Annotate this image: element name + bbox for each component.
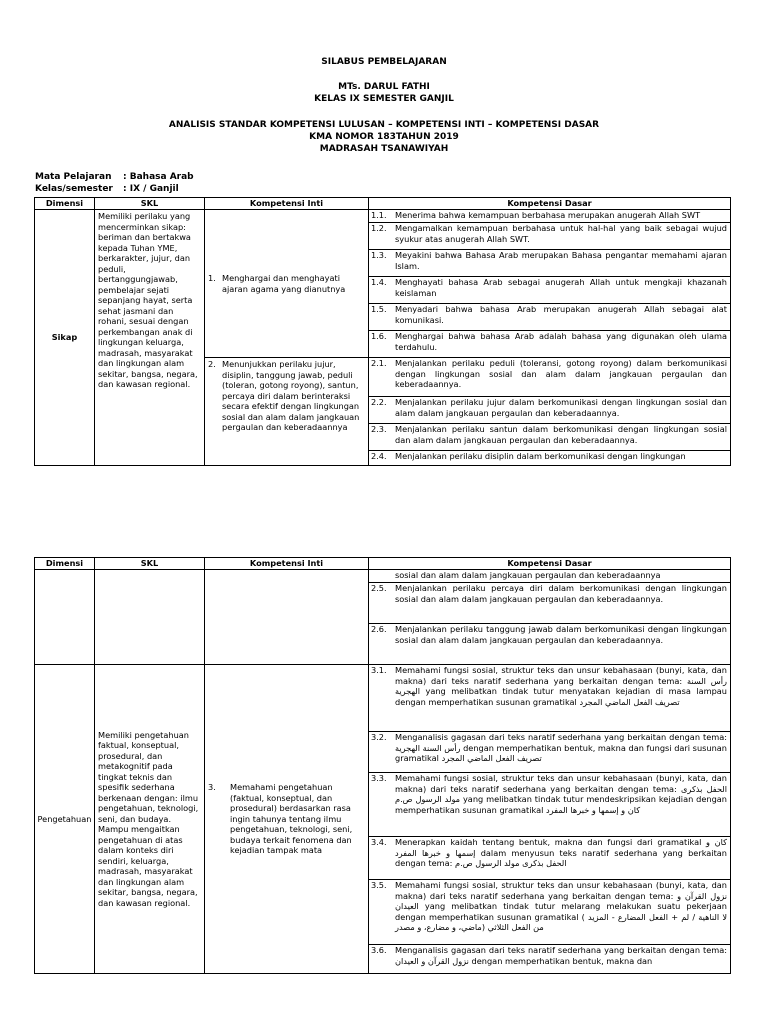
kd-number: 3.4.	[371, 837, 387, 847]
school-name: MTs. DARUL FATHI	[338, 82, 430, 92]
table-header-row	[35, 558, 731, 570]
kd-item	[369, 304, 730, 331]
kd-text: Mengamalkan kemampuan berbahasa untuk hal-hal yang baik sebagai wujud syukur atas anugerah Allah SWT.	[395, 223, 727, 244]
ki-text: Memahami pengetahuan (faktual, konseptual, dan prosedural) berdasarkan rasa ingin tahunya tentang ilmu pengetahuan, teknologi, seni, budaya terkait fenomena dan kejadian tampak mata	[230, 782, 353, 856]
kd-text: Menganalisis gagasan dari teks naratif sederhana yang berkaitan dengan tema: رأس السنة الهجرية dengan memperhatikan bentuk, makna dan fungsi dari susunan gramatikal تصريف الفعل الماضي المجرد	[395, 732, 727, 763]
kd-cell	[369, 570, 731, 665]
kd-item	[369, 773, 730, 837]
kd-item	[369, 624, 730, 664]
table-row	[35, 210, 731, 358]
subject-line	[35, 172, 194, 183]
kd-number: 1.5.	[371, 304, 387, 314]
col-kompetensi-inti: Kompetensi Inti	[205, 558, 369, 570]
competency-table-page2	[34, 557, 731, 974]
class-label: Kelas/semester	[35, 184, 113, 194]
kd-text: Menjalankan perilaku percaya diri dalam berkomunikasi dengan lingkungan sosial dan alam dalam jangkauan pergaulan dan keberadaannya.	[395, 583, 727, 604]
table-row	[35, 665, 731, 974]
kd-number: 3.2.	[371, 732, 387, 742]
kd-text: Memahami fungsi sosial, struktur teks dan unsur kebahasaan (bunyi, kata, dan makna) dari teks naratif sederhana yang berkaitan dengan tema: رأس السنة الهجرية yang melibatkan tindak tutur menyatakan kejadian di masa lampau dengan memperhatikan susunan gramatikal تصريف الفعل الماضي المجرد	[395, 665, 728, 707]
kd-text: Menjalankan perilaku santun dalam berkomunikasi dengan lingkungan sosial dan alam dalam jangkauan pergaulan dan keberadaannya.	[395, 424, 727, 445]
kd-number: 1.1.	[371, 210, 387, 220]
class-value: : IX / Ganjil	[123, 184, 179, 194]
ki-cell	[205, 570, 369, 665]
table-row	[35, 570, 731, 665]
kd-number: 3.1.	[371, 665, 387, 675]
class-line	[35, 184, 179, 195]
dimensi-cell	[35, 570, 95, 665]
kd-text: Menjalankan perilaku jujur dalam berkomunikasi dengan lingkungan sosial dan alam dalam jangkauan pergaulan dan keberadaannya.	[395, 397, 727, 418]
table-header-row	[35, 198, 731, 210]
kd-number: 2.1.	[371, 358, 387, 368]
ki-cell	[205, 210, 369, 358]
kd-text: Menghayati bahasa Arab sebagai anugerah Allah untuk mengkaji khazanah keislaman	[395, 277, 727, 298]
ki-number: 2.	[208, 359, 216, 369]
kd-cell	[369, 665, 731, 974]
ki-cell	[205, 358, 369, 466]
kd-number: 2.5.	[371, 583, 387, 593]
kd-text: Menerima bahwa kemampuan berbahasa merupakan anugerah Allah SWT	[395, 210, 701, 220]
kd-number: 2.3.	[371, 424, 387, 434]
col-kompetensi-dasar: Kompetensi Dasar	[369, 558, 731, 570]
ki-text: Menghargai dan menghayati ajaran agama yang dianutnya	[222, 273, 346, 294]
kd-item	[369, 837, 730, 880]
kd-item	[369, 277, 730, 304]
kd-text: sosial dan alam dalam jangkauan pergaulan dan keberadaannya	[395, 570, 661, 580]
kd-item	[369, 210, 730, 223]
skl-cell: Memiliki perilaku yang mencerminkan sikap: beriman dan bertakwa kepada Tuhan YME, berkarakter, jujur, dan peduli, bertanggungjawab, pembelajar sejati sepanjang hayat, serta sehat jasmani dan rohani, sesuai dengan perkembangan anak di lingkungan keluarga, madrasah, masyarakat dan lingkungan alam sekitar, bangsa, negara, dan kawasan regional.	[95, 210, 205, 466]
doc-title: SILABUS PEMBELAJARAN	[321, 57, 447, 67]
kd-text: Menjalankan perilaku peduli (toleransi, gotong royong) dalam berkomunikasi dengan lingkungan sosial dan alam dalam jangkauan pergaulan dan keberadaannya.	[395, 358, 727, 389]
kd-number: 3.6.	[371, 945, 387, 955]
kd-item	[369, 358, 730, 397]
kd-cell	[369, 210, 731, 358]
madrasah-level: MADRASAH TSANAWIYAH	[319, 144, 449, 154]
class-semester-title: KELAS IX SEMESTER GANJIL	[314, 94, 454, 104]
kma-number: KMA NOMOR 183TAHUN 2019	[309, 132, 459, 142]
kd-number: 1.2.	[371, 223, 387, 233]
kd-text: Memahami fungsi sosial, struktur teks dan unsur kebahasaan (bunyi, kata, dan makna) dari teks naratif sederhana yang berkaitan dengan tema: نزول القرآن و العيدان yang melibatkan tindak tutur melarang melakukan suatu pekerjaan dengan memperhatikan susunan gramatikal ( لا الناهية / لم + الفعل المضارع - المزيد من الفعل الثلاثي (ماضي، و مضارع، و مصدر	[395, 880, 727, 932]
kd-text: Meyakini bahwa Bahasa Arab merupakan Bahasa pengantar memahami ajaran Islam.	[395, 250, 727, 271]
kd-text: Memahami fungsi sosial, struktur teks dan unsur kebahasaan (bunyi, kata, dan makna) dari teks naratif sederhana yang berkaitan dengan tema: الحفل بذكرى مولد الرسول ص.م yang melibatkan tindak tutur mendeskripsikan kejadian dengan memperhatikan susunan gramatikal كان و إسمها و خبرها المفرد	[395, 773, 727, 815]
kd-number	[369, 570, 395, 582]
subject-value: : Bahasa Arab	[123, 172, 194, 182]
kd-item	[369, 424, 730, 451]
kd-item	[369, 732, 730, 773]
kd-number: 1.4.	[371, 277, 387, 287]
col-kompetensi-inti: Kompetensi Inti	[205, 198, 369, 210]
kd-number: 2.6.	[371, 624, 387, 634]
kd-item	[369, 250, 730, 277]
analysis-title: ANALISIS STANDAR KOMPETENSI LULUSAN – KOMPETENSI INTI – KOMPETENSI DASAR	[168, 120, 600, 130]
kd-text: Menghargai bahwa bahasa Arab adalah bahasa yang digunakan oleh ulama terdahulu.	[395, 331, 727, 352]
skl-cell	[95, 570, 205, 665]
kd-number: 3.5.	[371, 880, 387, 890]
kd-text: Menjalankan perilaku disiplin dalam berkomunikasi dengan lingkungan	[395, 451, 686, 461]
kd-text: Menyadari bahwa bahasa Arab merupakan anugerah Allah sebagai alat komunikasi.	[395, 304, 727, 325]
kd-text: Menganalisis gagasan dari teks naratif sederhana yang berkaitan dengan tema: نزول القرآن و العيدان dengan memperhatikan bentuk, makna dan	[395, 945, 727, 966]
dimensi-cell	[35, 210, 95, 466]
col-kompetensi-dasar: Kompetensi Dasar	[369, 198, 731, 210]
kd-item	[369, 570, 730, 583]
competency-table-page1	[34, 197, 731, 466]
kd-item	[369, 223, 730, 250]
col-skl: SKL	[95, 558, 205, 570]
ki-text: Menunjukkan perilaku jujur, disiplin, tanggung jawab, peduli (toleran, gotong royong), santun, percaya diri dalam berinteraksi secara efektif dengan lingkungan sosial dan alam dalam jangkauan pergaulan dan keberadaannya	[222, 359, 360, 432]
col-dimensi: Dimensi	[35, 558, 95, 570]
kd-number: 2.4.	[371, 451, 387, 461]
kd-text: Menjalankan perilaku tanggung jawab dalam berkomunikasi dengan lingkungan sosial dan alam dalam jangkauan pergaulan dan keberadaannya.	[395, 624, 727, 645]
kd-item	[369, 880, 730, 945]
ki-cell	[205, 665, 369, 974]
kd-number: 1.6.	[371, 331, 387, 341]
kd-number: 1.3.	[371, 250, 387, 260]
kd-text: Menerapkan kaidah tentang bentuk, makna dan fungsi dari gramatikal كان و إسمها و خبرها المفرد dalam menyusun teks naratif sederhana yang berkaitan dengan tema: الحفل بذكرى مولد الرسول ص.م	[395, 837, 728, 868]
kd-item	[369, 451, 730, 465]
kd-item	[369, 665, 730, 732]
kd-item	[369, 945, 730, 973]
dimensi-pengetahuan: Pengetahuan	[37, 813, 92, 824]
kd-number: 2.2.	[371, 397, 387, 407]
ki-number: 1.	[208, 273, 216, 283]
kd-item	[369, 331, 730, 357]
dimensi-sikap: Sikap	[51, 332, 78, 343]
col-dimensi: Dimensi	[35, 198, 95, 210]
subject-label: Mata Pelajaran	[35, 172, 112, 182]
dimensi-cell	[35, 665, 95, 974]
kd-item	[369, 397, 730, 424]
kd-cell	[369, 358, 731, 466]
kd-number: 3.3.	[371, 773, 387, 783]
col-skl: SKL	[95, 198, 205, 210]
ki-number: 3.	[208, 782, 216, 793]
skl-cell: Memiliki pengetahuan faktual, konseptual, prosedural, dan metakognitif pada tingkat teknis dan spesifik sederhana berkenaan dengan: ilmu pengetahuan, teknologi, seni, dan budaya. Mampu mengaitkan pengetahuan di atas dalam konteks diri sendiri, keluarga, madrasah, masyarakat dan lingkungan alam sekitar, bangsa, negara, dan kawasan regional.	[95, 665, 205, 974]
kd-item	[369, 583, 730, 624]
